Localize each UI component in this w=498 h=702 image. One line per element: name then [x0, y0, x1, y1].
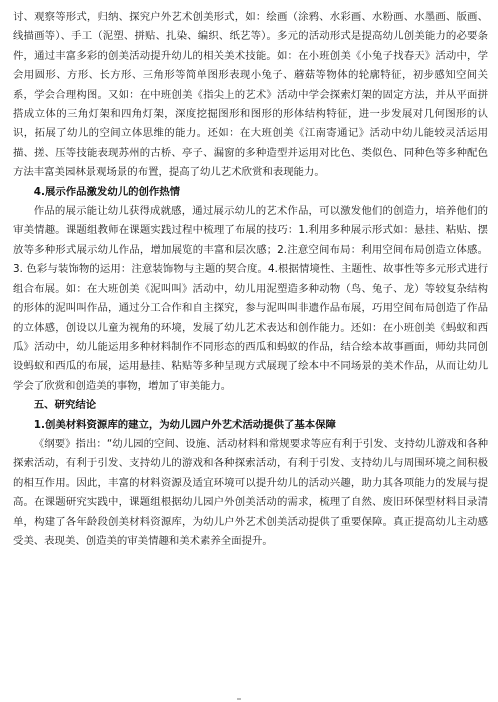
page-footer-mark	[237, 698, 241, 700]
paragraph-exhibition: 作品的展示能让幼儿获得成就感，通过展示幼儿的艺术作品，可以激发他们的创造力，培养他们的审美情趣。课题组教师在课题实践过程中梳理了布展的技巧：1.利用多种展示形式如：悬挂、粘贴、摆放等多种形式展示幼儿作品，增加展览的丰富和层次感；2.注意空间布局：利用空间布局创造立体感。3. 色彩与装饰物的运用：注意装饰物与主题的契合度。4.根据情境性、主题性、故事性等多元形式进行组合布展。如：在大班创美《泥叫叫》活动中，幼儿用泥塑造多种动物（鸟、兔子、龙）等较复杂结构的形体的泥叫叫作品，通过分工合作和自主探究，参与泥叫叫非遗作品布展，巧用空间布局创造了作品的立体感，创设以儿童为视角的环境，发展了幼儿艺术表达和创作能力。还如：在小班创美《蚂蚁和西瓜》活动中，幼儿能运用多种材料制作不同形态的西瓜和蚂蚁的作品，结合绘本故事画面，师幼共同创设蚂蚁和西瓜的布展，运用悬挂、粘贴等多种呈现方式展现了绘本中不同场景的美术作品，从而让幼儿学会了欣赏和创造美的事物，增加了审美能力。	[13, 205, 488, 392]
section-heading-exhibit: 4.展示作品激发幼儿的创作热情	[33, 185, 181, 198]
paragraph-art-forms: 讨、观察等形式，归纳、探究户外艺术创美形式，如：绘画（涂鸦、水彩画、水粉画、水墨画、版画、线描画等）、手工（泥塑、拼贴、扎染、编织、纸艺等）。多元的活动形式是提高幼儿创美能力的必要条件，通过丰富多彩的创美活动提升幼儿的相关美术技能。如：在小班创美《小兔子找春天》活动中，学会用圆形、方形、长方形、三角形等简单图形表现小兔子、蘑菇等物体的轮廓特征，初步感知空间关系，学会合理构图。又如：在中班创美《指尖上的艺术》活动中学会探索灯架的固定方法，并从平面拼搭成立体的三角灯架和四角灯架，深度挖掘图形和图形的形体结构特征，进一步发展对几何图形的认识，拓展了幼儿的空间立体思维的能力。还如：在大班创美《江南寄通记》活动中幼儿能较灵活运用描、搓、压等技能表现苏州的古桥、亭子、漏窗的多种造型并运用对比色、类似色、同种色等多种配色方法丰富美园林景观场景的布置，提高了幼儿艺术欣赏和表现能力。	[13, 11, 488, 179]
subsection-heading-resource-library: 1.创美材料资源库的建立，为幼儿园户外艺术活动提供了基本保障	[33, 418, 336, 431]
section-heading-conclusion: 五、研究结论	[33, 399, 97, 412]
paragraph-guideline-quote: 《纲要》指出：“幼儿园的空间、设施、活动材料和常规要求等应有利于引发、支持幼儿游戏和各种探索活动，有利于引发、支持幼儿的游戏和各种探索活动，有利于引发、支持幼儿与周围环境之间积极的相互作用。因此，丰富的材料资源及适宜环境可以提升幼儿的活动兴趣，助力其各项能力的发展与提高。在课题研究实践中，课题组根据幼儿园户外创美活动的需求，梳理了自然、废旧环保型材料目录清单，构建了各年龄段创美材料资源库，为幼儿户外艺术创美活动提供了重要保障。真正提高幼儿主动感受美、表现美、创造美的审美情趣和美术素养全面提升。	[13, 437, 488, 547]
